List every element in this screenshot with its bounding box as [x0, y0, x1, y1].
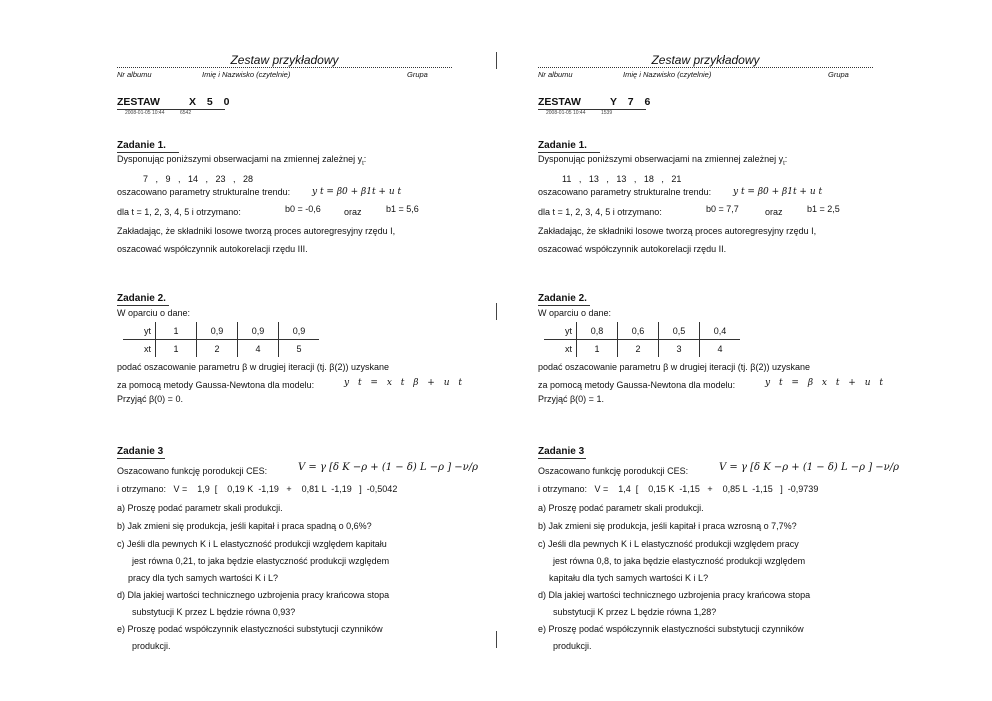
task2-line2: za pomocą metody Gaussa-Newtona dla modelu: [117, 380, 315, 390]
cut-mark-middle [496, 303, 497, 320]
ces-formula: V = γ [δ K −ρ + (1 − δ) L −ρ ] −ν/ρ [719, 462, 899, 473]
task1-trend-formula: y t = β0 + β1t + u t [312, 187, 402, 197]
task1-b1: b1 = 2,5 [807, 204, 840, 214]
task3-underline [538, 458, 586, 459]
task2-intro: W oparciu o dane: [538, 308, 612, 318]
name-label: Imię i Nazwisko (czytelnie) [623, 70, 712, 79]
task1-intro: Dysponując poniższymi obserwacjami na zmiennej zależnej $y_t$: [117, 154, 367, 167]
task2-intro: W oparciu o dane: [117, 308, 191, 318]
table-cell: 0,6 [618, 322, 659, 340]
task2-underline [538, 305, 590, 306]
code: 6542 [180, 110, 192, 116]
zestaw-value: X 5 0 [189, 96, 231, 108]
table-cell: 2 [618, 340, 659, 358]
header-dotted-line [538, 67, 873, 68]
task1-trend-text: oszacowano parametry strukturalne trendu: [117, 187, 291, 197]
task3-c3: kapitału dla tych samych wartości K i L? [549, 573, 709, 583]
task2-model: y t = x t β + u t [344, 378, 462, 388]
task1-dla: dla t = 1, 2, 3, 4, 5 i otrzymano: [117, 207, 241, 217]
task3-e2: produkcji. [553, 641, 592, 651]
task1-line2: oszacować współczynnik autokorelacji rzędu II. [538, 244, 727, 254]
task1-line1: Zakładając, że składniki losowe tworzą proces autoregresyjny rzędu I, [117, 226, 396, 236]
task3-c1: c) Jeśli dla pewnych K i L elastyczność produkcji względem pracy [538, 539, 799, 549]
task1-observations: 11 , 13 , 13 , 18 , 21 [562, 174, 682, 184]
table-cell: 2 [197, 340, 238, 358]
group-label: Grupa [407, 70, 428, 79]
task3-e2: produkcji. [132, 641, 171, 651]
row-label-y: yt [544, 322, 577, 340]
task3-d2: substytucji K przez L będzie równa 0,93? [132, 607, 296, 617]
timestamp: 2008-01-05 10:44 [546, 110, 586, 116]
task2-model: y t = β x t + u t [765, 378, 883, 388]
table-cell: 3 [659, 340, 700, 358]
task2-line2: za pomocą metody Gaussa-Newtona dla modelu: [538, 380, 736, 390]
table-cell: 0,5 [659, 322, 700, 340]
row-label-x: xt [123, 340, 156, 358]
task3-title: Zadanie 3 [117, 446, 164, 457]
table-cell: 1 [156, 322, 197, 340]
zestaw-label: ZESTAW [117, 96, 160, 108]
task3-underline [117, 458, 165, 459]
code: 1539 [601, 110, 613, 116]
task1-observations: 7 , 9 , 14 , 23 , 28 [143, 174, 254, 184]
task1-intro: Dysponując poniższymi obserwacjami na zmiennej zależnej $y_t$: [538, 154, 788, 167]
task3-d1: d) Dla jakiej wartości technicznego uzbrojenia pracy krańcowa stopa [117, 590, 390, 600]
table-cell: 4 [238, 340, 279, 358]
data-table [544, 322, 740, 357]
task3-c3: pracy dla tych samych wartości K i L? [128, 573, 279, 583]
table-cell: 5 [296, 343, 302, 354]
ces-formula: V = γ [δ K −ρ + (1 − δ) L −ρ ] −ν/ρ [298, 462, 478, 473]
task1-oraz: oraz [765, 207, 783, 217]
data-table [123, 322, 319, 357]
task1-b0: b0 = 7,7 [706, 204, 739, 214]
row-label-x: xt [544, 340, 577, 358]
album-label: Nr albumu [538, 70, 573, 79]
task3-a: a) Proszę podać parametr skali produkcji. [538, 503, 704, 513]
task1-trend-text: oszacowano parametry strukturalne trendu: [538, 187, 712, 197]
task2-title: Zadanie 2. [117, 293, 166, 304]
task2-title: Zadanie 2. [538, 293, 587, 304]
zestaw-value: Y 7 6 [610, 96, 652, 108]
name-label: Imię i Nazwisko (czytelnie) [202, 70, 291, 79]
task1-underline [538, 152, 600, 153]
task1-b0: b0 = -0,6 [285, 204, 321, 214]
sheet-title: Zestaw przykładowy [230, 53, 339, 67]
task3-obtained: i otrzymano: V = 1,9 [ 0,19 K -1,19 + 0,81 L -1,19 ] -0,5042 [117, 484, 398, 494]
table-cell: 0,9 [238, 322, 279, 340]
task3-d2: substytucji K przez L będzie równa 1,28? [553, 607, 717, 617]
task3-e1: e) Proszę podać współczynnik elastyczności substytucji czynników [117, 624, 383, 634]
task3-title: Zadanie 3 [538, 446, 585, 457]
header-dotted-line [117, 67, 452, 68]
task2-line1: podać oszacowanie parametru β w drugiej iteracji (tj. β(2)) uzyskane [117, 362, 389, 372]
task3-obtained: i otrzymano: V = 1,4 [ 0,15 K -1,15 + 0,85 L -1,15 ] -0,9739 [538, 484, 819, 494]
task3-d1: d) Dla jakiej wartości technicznego uzbrojenia pracy krańcowa stopa [538, 590, 811, 600]
table-cell: 1 [577, 340, 618, 358]
sheet-right [538, 0, 899, 701]
task1-oraz: oraz [344, 207, 362, 217]
table-cell: 0,4 [700, 322, 741, 340]
sheet-left [117, 0, 478, 701]
task3-ces: Oszacowano funkcję porodukcji CES: [117, 466, 268, 476]
table-row [123, 340, 319, 358]
task1-title: Zadanie 1. [538, 140, 587, 151]
row-label-y: yt [123, 322, 156, 340]
task2-line3: Przyjąć β(0) = 1. [538, 394, 604, 404]
task3-a: a) Proszę podać parametr skali produkcji. [117, 503, 283, 513]
task3-c1: c) Jeśli dla pewnych K i L elastyczność produkcji względem kapitału [117, 539, 387, 549]
task3-ces: Oszacowano funkcję porodukcji CES: [538, 466, 689, 476]
task2-underline [117, 305, 169, 306]
task1-dla: dla t = 1, 2, 3, 4, 5 i otrzymano: [538, 207, 662, 217]
task3-e1: e) Proszę podać współczynnik elastyczności substytucji czynników [538, 624, 804, 634]
table-cell: 0,8 [577, 322, 618, 340]
zestaw-label: ZESTAW [538, 96, 581, 108]
task1-trend-formula: y t = β0 + β1t + u t [733, 187, 823, 197]
table-row [544, 340, 740, 358]
table-row [544, 322, 740, 340]
task2-line3: Przyjąć β(0) = 0. [117, 394, 183, 404]
table-cell: 0,9 [197, 322, 238, 340]
sheet-title: Zestaw przykładowy [651, 53, 760, 67]
timestamp: 2008-01-05 10:44 [125, 110, 165, 116]
table-row [123, 322, 319, 340]
table-cell: 4 [717, 343, 723, 354]
cut-mark-top [496, 52, 497, 69]
table-cell: 1 [156, 340, 197, 358]
task1-title: Zadanie 1. [117, 140, 166, 151]
cut-mark-bottom [496, 631, 497, 648]
task2-line1: podać oszacowanie parametru β w drugiej iteracji (tj. β(2)) uzyskane [538, 362, 810, 372]
task3-c2: jest równa 0,21, to jaka będzie elastyczność produkcji względem [132, 556, 390, 566]
task1-b1: b1 = 5,6 [386, 204, 419, 214]
album-label: Nr albumu [117, 70, 152, 79]
task3-c2: jest równa 0,8, to jaka będzie elastyczność produkcji względem [553, 556, 806, 566]
task1-line2: oszacować współczynnik autokorelacji rzędu III. [117, 244, 308, 254]
task3-b: b) Jak zmieni się produkcja, jeśli kapitał i praca wzrosną o 7,7%? [538, 521, 797, 531]
task3-b: b) Jak zmieni się produkcja, jeśli kapitał i praca spadną o 0,6%? [117, 521, 372, 531]
task1-line1: Zakładając, że składniki losowe tworzą proces autoregresyjny rzędu I, [538, 226, 817, 236]
task1-underline [117, 152, 179, 153]
group-label: Grupa [828, 70, 849, 79]
table-cell: 0,9 [279, 322, 320, 340]
